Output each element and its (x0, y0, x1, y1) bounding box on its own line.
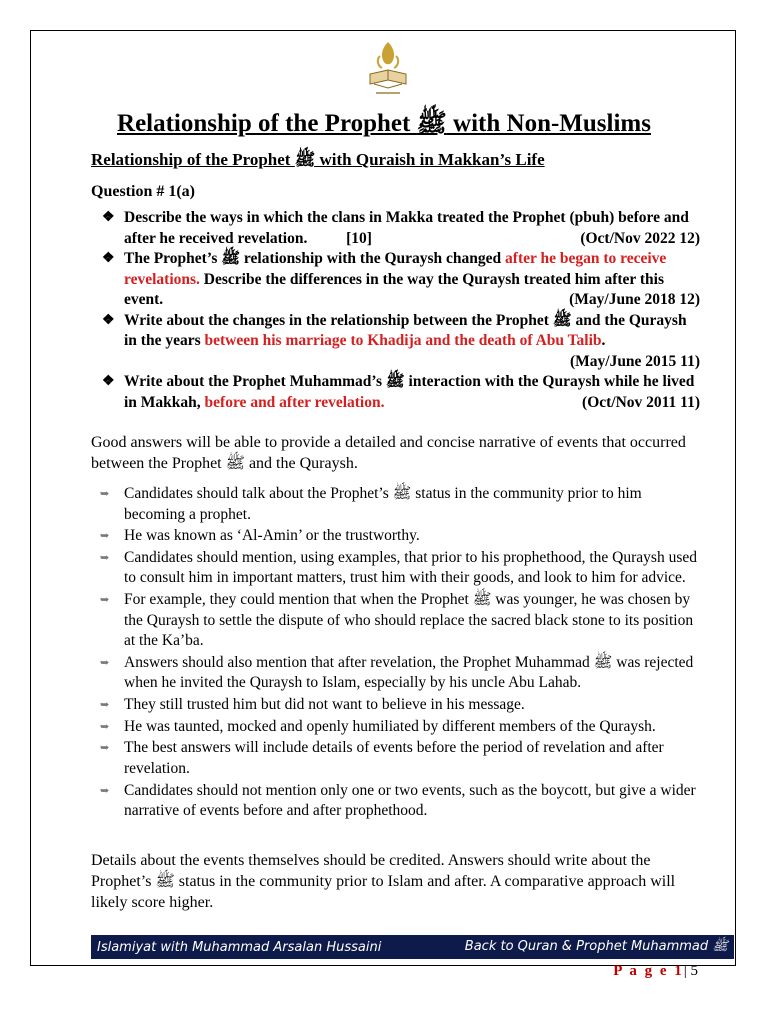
intro-paragraph: Good answers will be able to provide a detailed and concise narrative of events that occurred between the Prophet ﷺ and the Quraysh. (91, 434, 686, 472)
diamond-bullet-icon: ❖ (102, 312, 115, 328)
list-item (100, 526, 700, 547)
page-title: Relationship of the Prophet ﷺ with Non-Muslims (117, 110, 651, 137)
list-item-text: Candidates should mention, using examples, that prior to his prophethood, the Quraysh used to consult him in important matters, trust him with their goods, and look to him for advice. (124, 548, 697, 587)
list-item (100, 717, 700, 738)
list-item (100, 738, 700, 779)
question-highlight: between his marriage to Khadija and the death of Abu Talib (204, 332, 602, 349)
arrow-bullet-icon: ➥ (100, 720, 110, 733)
question-text: . (601, 332, 606, 349)
footer-left-text: Islamiyat with Muhammad Arsalan Hussaini (97, 939, 382, 955)
list-item-text: For example, they could mention that when the Prophet ﷺ was younger, he was chosen by the Quraysh to settle the dispute of who should replace the sacred black stone to its position at the Ka’ba. (124, 591, 694, 650)
question-item (100, 249, 700, 311)
page-total: | 5 (683, 963, 698, 979)
question-reference: (May/June 2018 12) (569, 291, 700, 308)
list-item-text: Candidates should talk about the Prophet’s ﷺ status in the community prior to him becoming a prophet. (124, 485, 642, 523)
list-item (100, 548, 700, 589)
list-item (100, 590, 700, 652)
question-reference: (Oct/Nov 2022 12) (580, 229, 700, 247)
question-item (100, 372, 700, 413)
list-item-text: He was known as ‘Al-Amin’ or the trustworthy. (124, 527, 420, 545)
question-text: Write about the Prophet Muhammad’s ﷺ interaction with the Quraysh while he lived in Makkah, (124, 373, 699, 411)
question-number: Question # 1(a) (91, 183, 195, 200)
question-item (100, 311, 700, 373)
arrow-bullet-icon: ➥ (100, 530, 110, 543)
arrow-bullet-icon: ➥ (100, 551, 110, 564)
list-item-text: They still trusted him but did not want to believe in his message. (124, 695, 525, 713)
list-item-text: Candidates should not mention only one or two events, such as the boycott, but give a wider narrative of events before and after prophethood. (124, 781, 696, 819)
question-item (100, 208, 700, 249)
arrow-bullet-icon: ➥ (100, 698, 110, 711)
question-text: Describe the differences in the way the Quraysh treated him after this event. (124, 270, 668, 308)
arrow-bullet-icon: ➥ (100, 656, 110, 669)
list-item (100, 695, 700, 716)
list-item-text: The best answers will include details of events before the period of revelation and after revelation. (124, 739, 664, 777)
footer-bar (91, 935, 734, 959)
question-reference: (May/June 2015 11) (569, 352, 700, 370)
list-item (100, 653, 700, 694)
list-item-text: He was taunted, mocked and openly humiliated by different members of the Quraysh. (124, 717, 656, 735)
question-list (100, 208, 700, 413)
question-text: The Prophet’s ﷺ relationship with the Quraysh changed (124, 250, 506, 267)
page-number (613, 963, 698, 980)
page-label: P a g e 1 (613, 963, 684, 979)
bullet-list (100, 484, 700, 823)
list-item-text: Answers should also mention that after revelation, the Prophet Muhammad ﷺ was rejected when he invited the Quraysh to Islam, especially by his uncle Abu Lahab. (124, 653, 694, 692)
question-reference: (Oct/Nov 2011 11) (582, 393, 700, 411)
question-highlight: after he began to receive revelations. (124, 250, 671, 288)
arrow-bullet-icon: ➥ (100, 594, 110, 607)
diamond-bullet-icon: ❖ (102, 210, 115, 225)
footer-right-text: Back to Quran & Prophet Muhammad ﷺ (464, 938, 728, 954)
diamond-bullet-icon: ❖ (102, 251, 115, 266)
section-subtitle: Relationship of the Prophet ﷺ with Quraish in Makkan’s Life (91, 150, 545, 169)
question-text: [10] (307, 229, 372, 247)
question-highlight: before and after revelation. (204, 393, 385, 411)
book-logo-icon (366, 38, 410, 100)
question-text: Write about the changes in the relationship between the Prophet ﷺ and the Quraysh in the years (124, 311, 691, 349)
arrow-bullet-icon: ➥ (100, 784, 110, 797)
arrow-bullet-icon: ➥ (100, 488, 110, 500)
arrow-bullet-icon: ➥ (100, 742, 110, 755)
question-text: Describe the ways in which the clans in Makka treated the Prophet (pbuh) before and after he received revelation. (124, 209, 693, 247)
list-item (100, 781, 700, 822)
diamond-bullet-icon: ❖ (102, 374, 115, 389)
closing-paragraph: Details about the events themselves should be credited. Answers should write about the Prophet’s ﷺ status in the community prior to Islam and after. A comparative approach will likely score higher. (91, 852, 676, 911)
list-item (100, 484, 700, 525)
